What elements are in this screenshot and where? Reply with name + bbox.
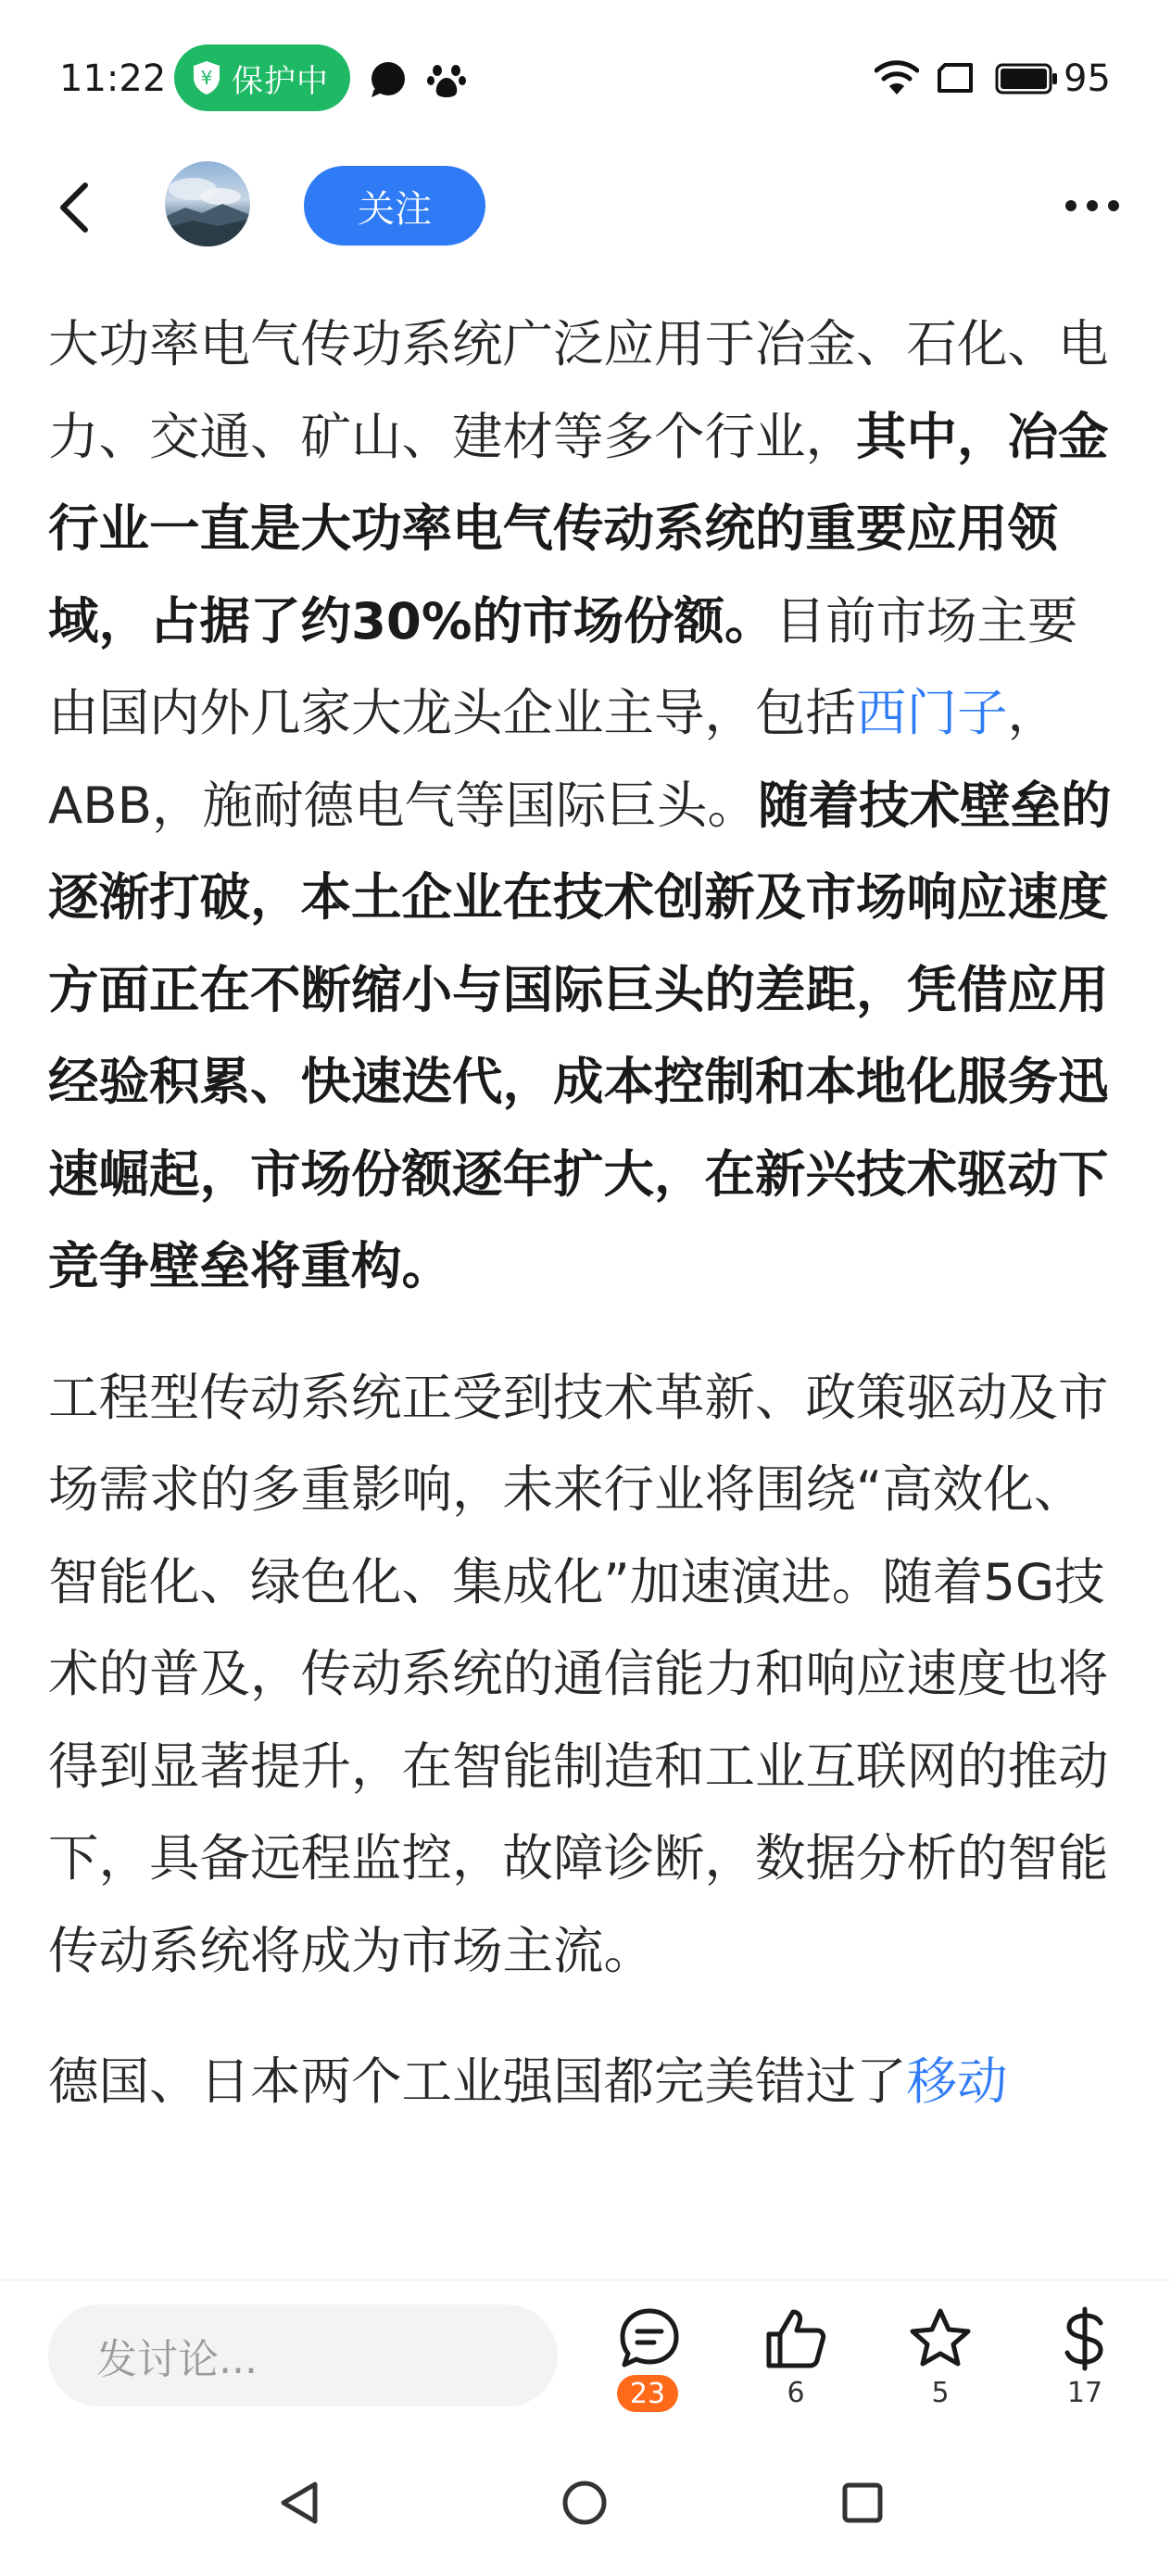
article-paragraph-partial: [48, 2036, 1123, 2128]
reward-button[interactable]: [1034, 2288, 1136, 2418]
favorite-button[interactable]: [889, 2288, 991, 2418]
battery-percent: 95: [1064, 57, 1111, 100]
status-bar: [0, 0, 1171, 158]
bold-text-run: 其中，冶金行业一直是大功率电气传动系统的重要应用领域，占据了约30%的市场份额。: [48, 406, 1109, 650]
mobile-link[interactable]: 移动: [906, 2052, 1008, 2111]
like-button[interactable]: [745, 2288, 847, 2418]
star-icon: [908, 2306, 973, 2371]
comments-count-badge: 23: [617, 2375, 678, 2412]
text-run: 德国、日本两个工业强国都完美错过了: [48, 2052, 907, 2111]
protection-badge: [174, 44, 350, 111]
reward-count: 17: [1066, 2377, 1103, 2409]
shield-icon: [191, 59, 222, 96]
thumbs-up-icon: [763, 2306, 828, 2371]
nav-recents-icon[interactable]: [841, 2481, 884, 2524]
back-arrow-icon[interactable]: [48, 180, 104, 235]
text-run: 大功率电气传功系统广泛应用于冶金、石化、电力、交通、矿山、建材等多个行业，: [48, 314, 1109, 466]
nav-back-icon[interactable]: [278, 2480, 322, 2526]
article-paragraph: [48, 298, 1123, 1313]
chat-bubble-icon: [369, 61, 408, 98]
author-avatar[interactable]: [165, 161, 250, 246]
comments-button[interactable]: [598, 2288, 700, 2418]
comment-input[interactable]: 发讨论...: [48, 2305, 558, 2406]
system-nav-bar: [0, 2428, 1171, 2576]
siemens-link[interactable]: 西门子: [856, 683, 1008, 742]
paw-icon: [426, 59, 467, 100]
article-body: [48, 298, 1123, 2128]
rotate-icon: [936, 61, 975, 95]
text-run: 目前市场主要由国内外几家大龙头企业主导，包括: [48, 590, 1078, 742]
text-run: ，ABB，施耐德电气等国际巨头。: [48, 683, 1059, 835]
comment-bubble-icon: [617, 2306, 682, 2371]
article-header: [0, 158, 1171, 259]
wifi-icon: [875, 59, 919, 96]
battery-icon: [995, 63, 1058, 95]
more-dots-icon[interactable]: [1064, 195, 1121, 217]
likes-count: 6: [787, 2377, 805, 2409]
svg-text:¥: ¥: [200, 67, 213, 89]
protection-label: 保护中: [232, 62, 329, 100]
bold-text-run: 随着技术壁垒的逐渐打破，本土企业在技术创新及市场响应速度方面正在不断缩小与国际巨头的差距，凭借应用经验积累、快速迭代，成本控制和本地化服务迅速崛起，市场份额逐年扩大，在新兴技术驱动下竞争壁垒将重构。: [48, 775, 1112, 1295]
favorites-count: 5: [931, 2377, 950, 2409]
nav-home-icon[interactable]: [561, 2480, 608, 2526]
status-time: 11:22: [59, 57, 167, 100]
bottom-action-bar: [0, 2279, 1171, 2429]
article-paragraph: 工程型传动系统正受到技术革新、政策驱动及市场需求的多重影响，未来行业将围绕“高效化、智能化、绿色化、集成化”加速演进。随着5G技术的普及，传动系统的通信能力和响应速度也将得到显著提升，在智能制造和工业互联网的推动下，具备远程监控，故障诊断，数据分析的智能传动系统将成为市场主流。: [48, 1367, 1109, 1980]
dollar-icon: [1052, 2306, 1117, 2371]
follow-button[interactable]: 关注: [304, 166, 485, 246]
